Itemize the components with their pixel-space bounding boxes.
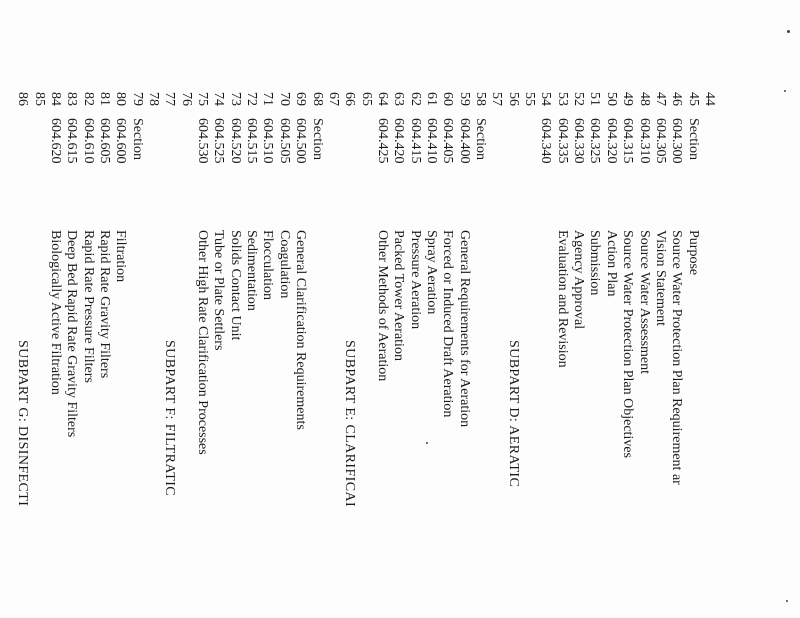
line-number: 82 — [80, 92, 96, 106]
section-title: Other High Rate Clarification Processes — [195, 230, 211, 455]
line-number: 51 — [587, 92, 603, 106]
section-number: 604.400 — [456, 118, 472, 164]
section-title: Action Plan — [603, 230, 619, 297]
line-number: 55 — [522, 92, 538, 106]
document-line — [79, 0, 95, 618]
line-number: 48 — [636, 92, 652, 106]
line-number: 61 — [424, 92, 439, 106]
document-line — [46, 0, 62, 618]
section-number: 604.420 — [391, 118, 407, 164]
line-number: 64 — [375, 92, 390, 106]
section-number: 604.410 — [424, 118, 439, 164]
section-number: 604.305 — [652, 118, 668, 164]
line-number: 85 — [31, 92, 47, 106]
document-line — [308, 0, 324, 618]
section-number: 604.325 — [587, 118, 603, 164]
section-title: Submission — [587, 230, 603, 296]
document-line — [487, 0, 503, 618]
line-number: 65 — [358, 92, 374, 106]
section-title: Source Water Protection Plan Requirement ar — [669, 230, 685, 485]
section-number: 604.500 — [293, 118, 309, 164]
section-number: 604.320 — [603, 118, 619, 164]
section-number: Section — [685, 118, 701, 160]
section-number: 604.600 — [113, 118, 129, 164]
document-line — [226, 0, 242, 618]
section-title: Agency Approval — [571, 230, 587, 330]
line-number: 63 — [391, 92, 407, 106]
scan-speck — [786, 600, 788, 602]
line-number: 80 — [113, 92, 129, 106]
line-number: 46 — [669, 92, 685, 106]
line-number: 69 — [293, 92, 309, 106]
document-line — [537, 0, 553, 618]
document-line — [210, 0, 226, 618]
line-number: 60 — [440, 92, 456, 106]
document-line — [160, 0, 176, 618]
line-number: 77 — [162, 92, 178, 106]
document-line — [422, 0, 438, 618]
section-title: Spray Aeration — [424, 230, 439, 315]
section-title: Forced or Induced Draft Aeration — [440, 230, 456, 418]
section-title: General Clarification Requirements — [293, 230, 309, 430]
document-line — [667, 0, 683, 618]
section-number: 604.510 — [260, 118, 276, 164]
section-number: Section — [473, 118, 489, 160]
section-number: 604.330 — [571, 118, 587, 164]
subpart-heading: SUBPART F: FILTRATIC — [162, 340, 178, 497]
document-line — [242, 0, 258, 618]
line-number: 83 — [64, 92, 80, 106]
document-line — [520, 0, 536, 618]
section-number: 604.520 — [227, 118, 243, 164]
section-title: Vision Statement — [652, 230, 668, 326]
line-number: 86 — [15, 92, 31, 106]
section-number: 604.615 — [64, 118, 80, 164]
document-line — [144, 0, 160, 618]
section-number: 604.415 — [407, 118, 423, 164]
line-number: 67 — [325, 92, 341, 106]
subpart-heading: SUBPART D: AERATIC — [505, 340, 521, 488]
line-number: 50 — [603, 92, 619, 106]
section-number: 604.605 — [97, 118, 112, 164]
section-title: Deep Bed Rapid Rate Gravity Filters — [64, 230, 80, 438]
section-title: Tube or Plate Settlers — [211, 230, 227, 351]
line-number: 72 — [244, 92, 260, 106]
document-line — [177, 0, 193, 618]
document-line — [95, 0, 111, 618]
document-line — [471, 0, 487, 618]
document-line — [259, 0, 275, 618]
section-number: 604.530 — [195, 118, 211, 164]
section-title: Source Water Assessment — [636, 230, 652, 375]
document-line — [700, 0, 716, 618]
document-line — [438, 0, 454, 618]
document-line — [455, 0, 471, 618]
scan-speck — [787, 30, 790, 33]
scan-speck — [784, 90, 786, 92]
line-number: 58 — [473, 92, 489, 106]
section-title: Packed Tower Aeration — [391, 230, 407, 361]
document-line — [618, 0, 634, 618]
document-line — [602, 0, 618, 618]
section-number: 604.620 — [48, 118, 63, 164]
section-number: 604.610 — [80, 118, 96, 164]
section-title: General Requirements for Aeration — [456, 230, 472, 428]
document-line — [128, 0, 144, 618]
section-title: Other Methods of Aeration — [375, 230, 390, 382]
section-number: 604.405 — [440, 118, 456, 164]
section-title: Sedimentation — [244, 230, 260, 311]
line-number: 44 — [702, 92, 717, 106]
line-number: 81 — [97, 92, 112, 106]
section-title: Rapid Rate Pressure Filters — [80, 230, 96, 383]
line-number: 49 — [620, 92, 636, 106]
document-line — [389, 0, 405, 618]
section-title: Evaluation and Revision — [554, 230, 570, 368]
section-number: 604.310 — [636, 118, 652, 164]
document-line — [340, 0, 356, 618]
section-number: 604.300 — [669, 118, 685, 164]
subpart-heading: SUBPART E: CLARIFICAI — [342, 340, 358, 508]
line-number: 84 — [48, 92, 63, 106]
line-number: 47 — [652, 92, 668, 106]
section-title: Purpose — [685, 230, 701, 276]
document-line — [324, 0, 340, 618]
line-number: 52 — [571, 92, 587, 106]
document-line — [553, 0, 569, 618]
section-title: Source Water Protection Plan Objectives — [620, 230, 636, 458]
document-line — [357, 0, 373, 618]
line-number: 59 — [456, 92, 472, 106]
subpart-heading: SUBPART G: DISINFECTI — [15, 340, 31, 507]
section-number: Section — [309, 118, 325, 160]
document-line — [291, 0, 307, 618]
document-line — [13, 0, 29, 618]
document-line — [684, 0, 700, 618]
line-number: 74 — [211, 92, 227, 106]
section-number: 604.335 — [554, 118, 570, 164]
line-number: 45 — [685, 92, 701, 106]
section-title: Pressure Aeration — [407, 230, 423, 330]
document-line — [373, 0, 389, 618]
line-number: 75 — [195, 92, 211, 106]
section-number: 604.425 — [375, 118, 390, 164]
section-number: 604.515 — [244, 118, 260, 164]
section-number: Section — [129, 118, 145, 160]
document-line — [635, 0, 651, 618]
line-number: 57 — [489, 92, 505, 106]
line-number: 73 — [227, 92, 243, 106]
document-line — [193, 0, 209, 618]
line-number: 62 — [407, 92, 423, 106]
line-number: 71 — [260, 92, 276, 106]
line-number: 70 — [276, 92, 292, 106]
line-number: 79 — [129, 92, 145, 106]
section-number: 604.525 — [211, 118, 227, 164]
section-number: 604.340 — [538, 118, 554, 164]
line-number: 66 — [342, 92, 358, 106]
document-line — [406, 0, 422, 618]
line-number: 54 — [538, 92, 554, 106]
section-number: 604.315 — [620, 118, 636, 164]
section-title: Filtration — [113, 230, 129, 283]
section-number: 604.505 — [276, 118, 292, 164]
line-number: 76 — [178, 92, 194, 106]
section-title: Rapid Rate Gravity Filters — [97, 230, 112, 379]
document-line — [30, 0, 46, 618]
document-line — [275, 0, 291, 618]
section-title: Biologically Active Filtration — [48, 230, 63, 395]
document-line — [504, 0, 520, 618]
line-number: 53 — [554, 92, 570, 106]
document-line — [651, 0, 667, 618]
section-title: Flocculation — [260, 230, 276, 300]
section-title: Coagulation — [276, 230, 292, 299]
line-number: 78 — [146, 92, 162, 106]
document-line — [569, 0, 585, 618]
line-number: 68 — [309, 92, 325, 106]
document-line — [111, 0, 127, 618]
section-title: Solids Contact Unit — [227, 230, 243, 341]
document-line — [586, 0, 602, 618]
document-line — [62, 0, 78, 618]
line-number: 56 — [505, 92, 521, 106]
